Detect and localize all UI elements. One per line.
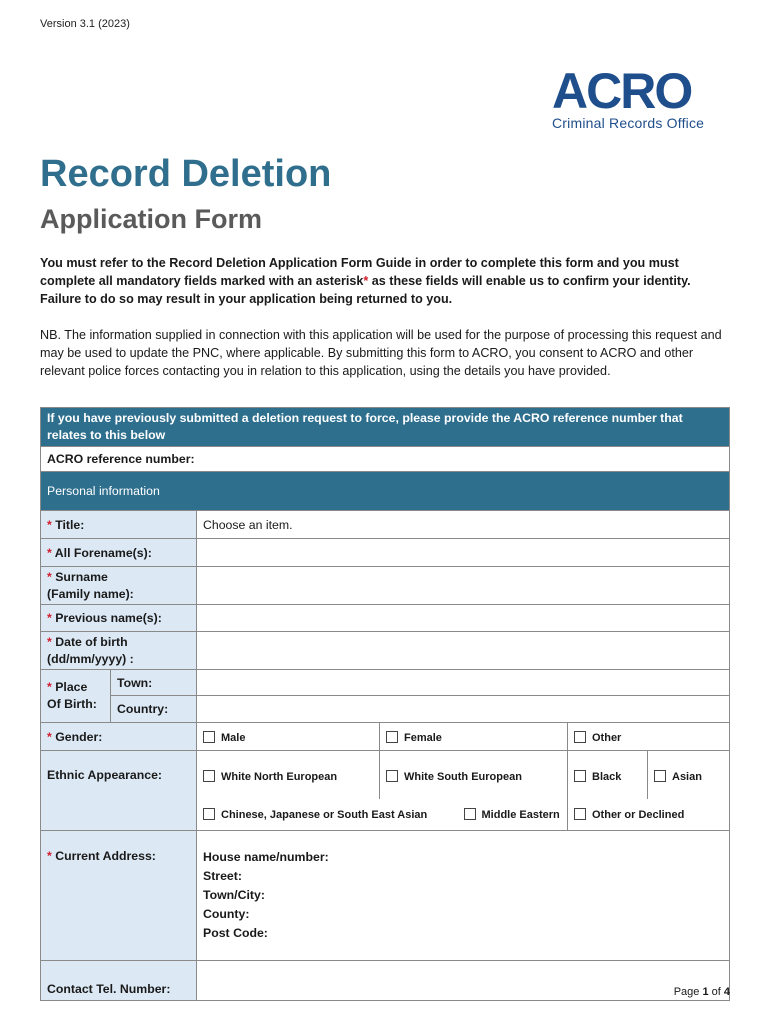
forenames-input[interactable] [197,539,730,567]
ethnic-appearance-label: Ethnic Appearance: [41,751,197,831]
ethnic-option-asian[interactable] [648,751,730,799]
dob-label [41,632,197,670]
page-current: 1 [702,986,709,998]
forenames-label-text: All Forename(s): [54,545,152,560]
surname-label [41,567,197,605]
address-line-house: House name/number: [203,850,329,864]
ethnic-option-chinese-japanese-sea[interactable] [197,799,464,831]
acro-reference-field[interactable] [41,447,730,472]
option-label: Black [592,771,622,783]
dob-label-text: Date of birth [55,635,128,649]
dob-input[interactable] [197,632,730,670]
required-marker: * [47,729,52,744]
previous-names-label [41,605,197,632]
surname-label-text: Surname [55,570,108,584]
reference-banner: If you have previously submitted a deletion request to force, please provide the ACRO reference number that relates to this below [41,408,730,447]
required-marker: * [47,570,52,584]
application-form-table [40,407,730,1001]
checkbox-icon[interactable] [464,808,476,820]
address-line-county: County: [203,907,250,921]
address-line-town: Town/City: [203,888,265,902]
forenames-label [41,539,197,567]
asterisk-marker: * [363,274,369,288]
checkbox-icon[interactable] [203,731,215,743]
country-label: Country: [111,696,197,723]
dob-label-text-2: (dd/mm/yyyy) : [47,652,134,666]
contact-tel-label: Contact Tel. Number: [41,961,197,1001]
gender-option-male[interactable] [197,723,380,751]
page-title: Record Deletion [40,153,332,195]
page-of: of [708,986,724,998]
previous-names-label-text: Previous name(s): [55,611,162,625]
gender-option-female[interactable] [380,723,568,751]
page-subtitle: Application Form [40,204,262,234]
previous-names-input[interactable] [197,605,730,632]
logo-wordmark: ACRO [552,63,692,119]
title-label [41,511,197,539]
option-label: Middle Eastern [481,809,560,822]
acro-logo [552,63,730,131]
checkbox-icon[interactable] [203,770,215,782]
ethnic-option-white-north-european[interactable] [197,751,380,799]
version-label: Version 3.1 (2023) [40,18,130,30]
page-total: 4 [723,986,730,998]
pob-label-text: Place [55,680,88,694]
place-of-birth-label [41,670,111,723]
nb-paragraph: NB. The information supplied in connection with this application will be used for the purpose of processing this request and may be used to update the PNC, where applicable. By submitting this form to ACRO, you consent to ACRO and other relevant police forces contacting you in relation to this application, using the details you have provided. [40,328,722,378]
intro-text-1: You must refer to the Record Deletion Application Form Guide in order to complete this form and you must complete all mandatory fields marked with an asterisk [40,256,679,288]
acro-reference-label: ACRO reference number: [47,452,195,466]
intro-paragraph [40,254,735,308]
surname-label-text-2: (Family name): [47,587,134,601]
option-label: Other [592,731,622,744]
ethnic-option-other-declined[interactable] [568,799,730,831]
gender-label-text: Gender: [55,729,103,744]
country-input[interactable] [197,696,730,723]
current-address-label-text: Current Address: [55,849,156,863]
gender-label [41,723,197,751]
contact-tel-input[interactable] [197,961,730,1001]
page-number [674,986,730,998]
intro-text-2: as these fields will enable us to confirm your identity. Failure to do so may result in your application being returned to you. [40,274,691,306]
option-label: Other or Declined [592,809,685,822]
required-marker: * [47,545,52,560]
option-label: Asian [672,771,702,783]
ethnic-option-black[interactable] [568,751,648,799]
town-label: Town: [111,670,197,696]
personal-info-heading: Personal information [41,472,730,511]
required-marker: * [47,849,52,863]
address-line-street: Street: [203,869,242,883]
checkbox-icon[interactable] [574,731,586,743]
checkbox-icon[interactable] [386,770,398,782]
option-label: Chinese, Japanese or South East Asian [221,809,428,822]
logo-tagline: Criminal Records Office [552,115,705,131]
checkbox-icon[interactable] [654,770,666,782]
checkbox-icon[interactable] [203,808,215,820]
option-label: Female [404,731,442,744]
checkbox-icon[interactable] [386,731,398,743]
required-marker: * [47,517,52,532]
title-label-text: Title: [55,517,85,532]
ethnic-option-white-south-european[interactable] [380,751,568,799]
page-prefix: Page [673,986,703,998]
required-marker: * [47,680,52,694]
required-marker: * [47,611,52,625]
current-address-input[interactable] [197,831,730,961]
town-input[interactable] [197,670,730,696]
ethnic-option-middle-eastern[interactable] [464,799,568,831]
option-label: White South European [404,771,522,783]
option-label: White North European [221,771,338,783]
option-label: Male [221,731,246,744]
address-line-postcode: Post Code: [203,926,268,940]
checkbox-icon[interactable] [574,770,586,782]
title-select[interactable]: Choose an item. [197,511,730,539]
checkbox-icon[interactable] [574,808,586,820]
required-marker: * [47,635,52,649]
current-address-label [41,831,197,961]
surname-input[interactable] [197,567,730,605]
pob-label-text-2: Of Birth: [47,697,97,711]
gender-option-other[interactable] [568,723,730,751]
